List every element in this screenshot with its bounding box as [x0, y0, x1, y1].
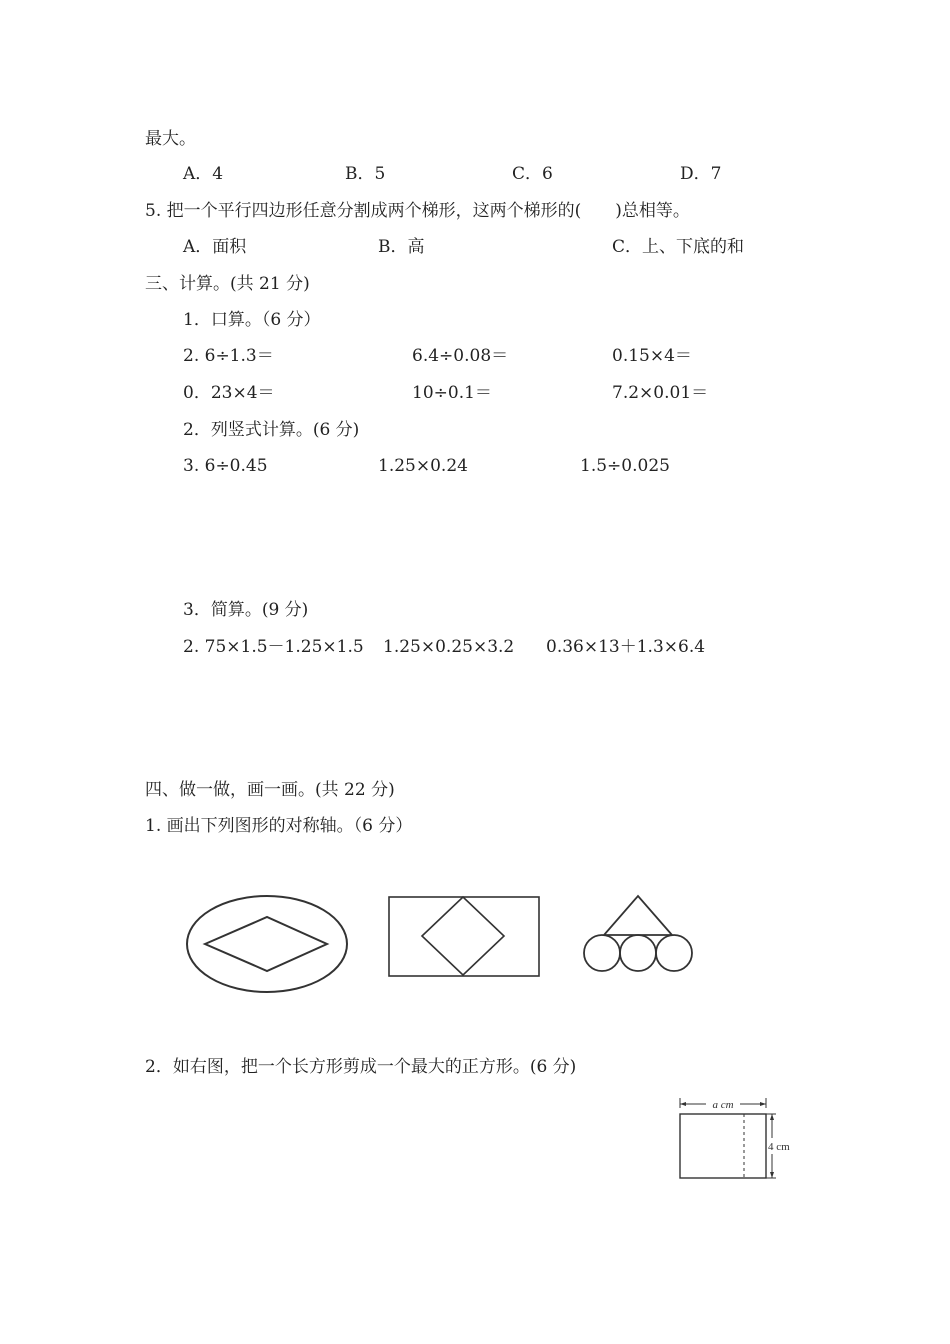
right-circle	[656, 935, 692, 971]
vertical-calc-3: 1.5÷0.025	[580, 456, 670, 476]
width-label: a cm	[712, 1099, 734, 1111]
option-a: A．4	[183, 164, 224, 184]
simplify-calc-1: 2. 75×1.5－1.25×1.5	[183, 637, 364, 657]
rectangle-cut-figure	[672, 1094, 807, 1186]
mental-calc-4: 0．23×4＝	[183, 383, 275, 403]
section-3-q3: 3．简算。(9 分)	[183, 600, 309, 620]
rectangle-square-figure	[385, 893, 543, 981]
section-3-q2: 2．列竖式计算。(6 分)	[183, 420, 360, 440]
section-4-heading: 四、做一做，画一画。(共 22 分)	[145, 780, 395, 800]
question-5: 5. 把一个平行四边形任意分割成两个梯形，这两个梯形的( )总相等。	[145, 201, 690, 221]
rhombus-shape	[205, 917, 327, 971]
ellipse-rhombus-figure	[180, 888, 355, 1000]
simplify-calc-2: 1.25×0.25×3.2	[383, 637, 515, 657]
height-label: 4 cm	[768, 1141, 790, 1153]
simplify-calc-3: 0.36×13＋1.3×6.4	[546, 637, 706, 657]
option-b: B．5	[345, 164, 386, 184]
ellipse-shape	[187, 896, 347, 992]
mental-calc-2: 6.4÷0.08＝	[412, 346, 509, 366]
mental-calc-1: 2. 6÷1.3＝	[183, 346, 274, 366]
section-4-q1: 1. 画出下列图形的对称轴。（6 分）	[145, 816, 413, 836]
mental-calc-5: 10÷0.1＝	[412, 383, 492, 403]
section-3-heading: 三、计算。(共 21 分)	[145, 274, 310, 294]
left-circle	[584, 935, 620, 971]
mental-calc-6: 7.2×0.01＝	[612, 383, 709, 403]
vertical-calc-1: 3. 6÷0.45	[183, 456, 268, 476]
section-3-q1: 1．口算。（6 分）	[183, 310, 321, 330]
option-d: D．7	[680, 164, 722, 184]
q5-option-a: A．面积	[183, 237, 247, 257]
mental-calc-3: 0.15×4＝	[612, 346, 692, 366]
q5-option-c: C．上、下底的和	[612, 237, 745, 257]
outer-rectangle	[389, 897, 539, 976]
top-triangle	[604, 896, 672, 935]
vertical-calc-2: 1.25×0.24	[378, 456, 468, 476]
rectangle-outline	[680, 1114, 766, 1178]
tilted-square	[422, 897, 504, 975]
section-4-q2: 2．如右图，把一个长方形剪成一个最大的正方形。(6 分)	[145, 1057, 577, 1077]
option-c: C．6	[512, 164, 553, 184]
middle-circle	[620, 935, 656, 971]
triangle-circles-figure	[578, 890, 696, 978]
prev-question-tail: 最大。	[145, 129, 196, 149]
q5-option-b: B．高	[378, 237, 425, 257]
